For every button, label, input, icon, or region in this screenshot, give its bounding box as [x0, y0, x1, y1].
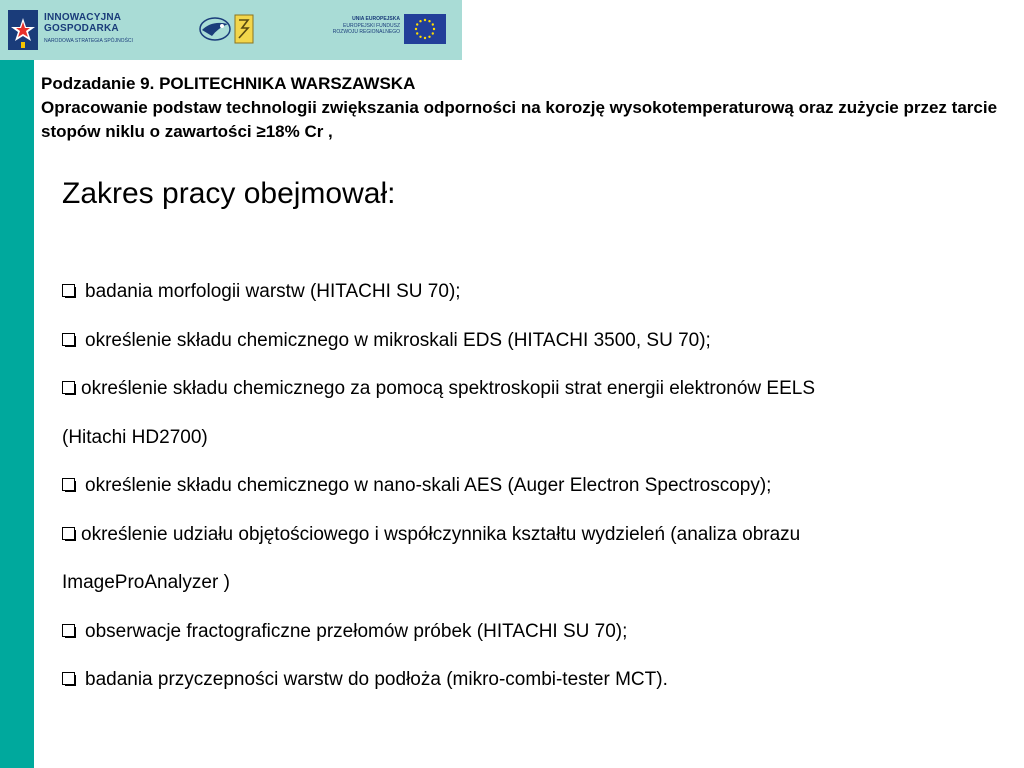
- checkbox-bullet-icon: [62, 284, 75, 297]
- scope-heading: Zakres pracy obejmował:: [62, 177, 396, 210]
- eu-star-icon: [432, 32, 434, 34]
- list-item-continuation: ImageProAnalyzer ): [62, 572, 230, 593]
- list-item: określenie składu chemicznego w mikroskali EDS (HITACHI 3500, SU 70);: [62, 317, 1002, 366]
- checkbox-bullet-icon: [62, 672, 75, 685]
- checkbox-bullet-icon: [62, 624, 75, 637]
- eu-star-icon: [415, 28, 417, 30]
- innowacyjna-gospodarka-logo: [6, 8, 146, 52]
- eu-star-icon: [419, 36, 421, 38]
- list-item: obserwacje fractograficzne przełomów próbek (HITACHI SU 70);: [62, 608, 1002, 657]
- list-item: badania przyczepności warstw do podłoża (mikro-combi-tester MCT).: [62, 656, 1002, 705]
- list-item: badania morfologii warstw (HITACHI SU 70);: [62, 268, 1002, 317]
- eu-star-icon: [433, 28, 435, 30]
- left-accent-bar: [0, 0, 34, 768]
- bird-logo-icon: [198, 14, 232, 44]
- list-item-continuation: (Hitachi HD2700): [62, 426, 208, 448]
- logo-band: [0, 0, 462, 60]
- eu-logo-text: UNIA EUROPEJSKA EUROPEJSKI FUNDUSZ ROZWOJU REGIONALNEGO: [332, 16, 400, 35]
- page-title: Podzadanie 9. POLITECHNIKA WARSZAWSKA: [41, 74, 416, 93]
- eu-star-icon: [428, 36, 430, 38]
- page-subtitle: Opracowanie podstaw technologii zwiększania odporności na korozję wysokotemperaturową oraz zużycie przez tarcie stopów niklu o zawartości ≥18% Cr ,: [41, 98, 998, 141]
- ig-logo-text: INNOWACYJNA GOSPODARKA: [44, 12, 122, 34]
- checkbox-bullet-icon: [62, 333, 75, 346]
- slide-header: [41, 72, 1001, 144]
- eu-star-icon: [428, 20, 430, 22]
- eu-star-icon: [419, 20, 421, 22]
- checkbox-bullet-icon: [62, 381, 75, 394]
- list-item: określenie składu chemicznego za pomocą spektroskopii strat energii elektronów EELS: [62, 365, 1002, 414]
- list-item: określenie udziału objętościowego i współczynnika kształtu wydzieleń (analiza obrazu: [62, 511, 1002, 560]
- eu-star-icon: [424, 19, 426, 21]
- checkbox-bullet-icon: [62, 478, 75, 491]
- eu-star-icon: [424, 37, 426, 39]
- eu-star-icon: [416, 32, 418, 34]
- star-logo-icon: [8, 10, 38, 50]
- scope-list: [62, 268, 1002, 705]
- list-item: określenie składu chemicznego w nano-skali AES (Auger Electron Spectroscopy);: [62, 462, 1002, 511]
- eu-logo: [322, 14, 454, 46]
- eu-star-icon: [416, 23, 418, 25]
- eu-star-icon: [432, 23, 434, 25]
- checkbox-bullet-icon: [62, 527, 75, 540]
- yellow-emblem-icon: [234, 14, 254, 44]
- ig-logo-subtitle: NARODOWA STRATEGIA SPÓJNOŚCI: [44, 38, 133, 44]
- eu-flag-icon: [404, 14, 446, 44]
